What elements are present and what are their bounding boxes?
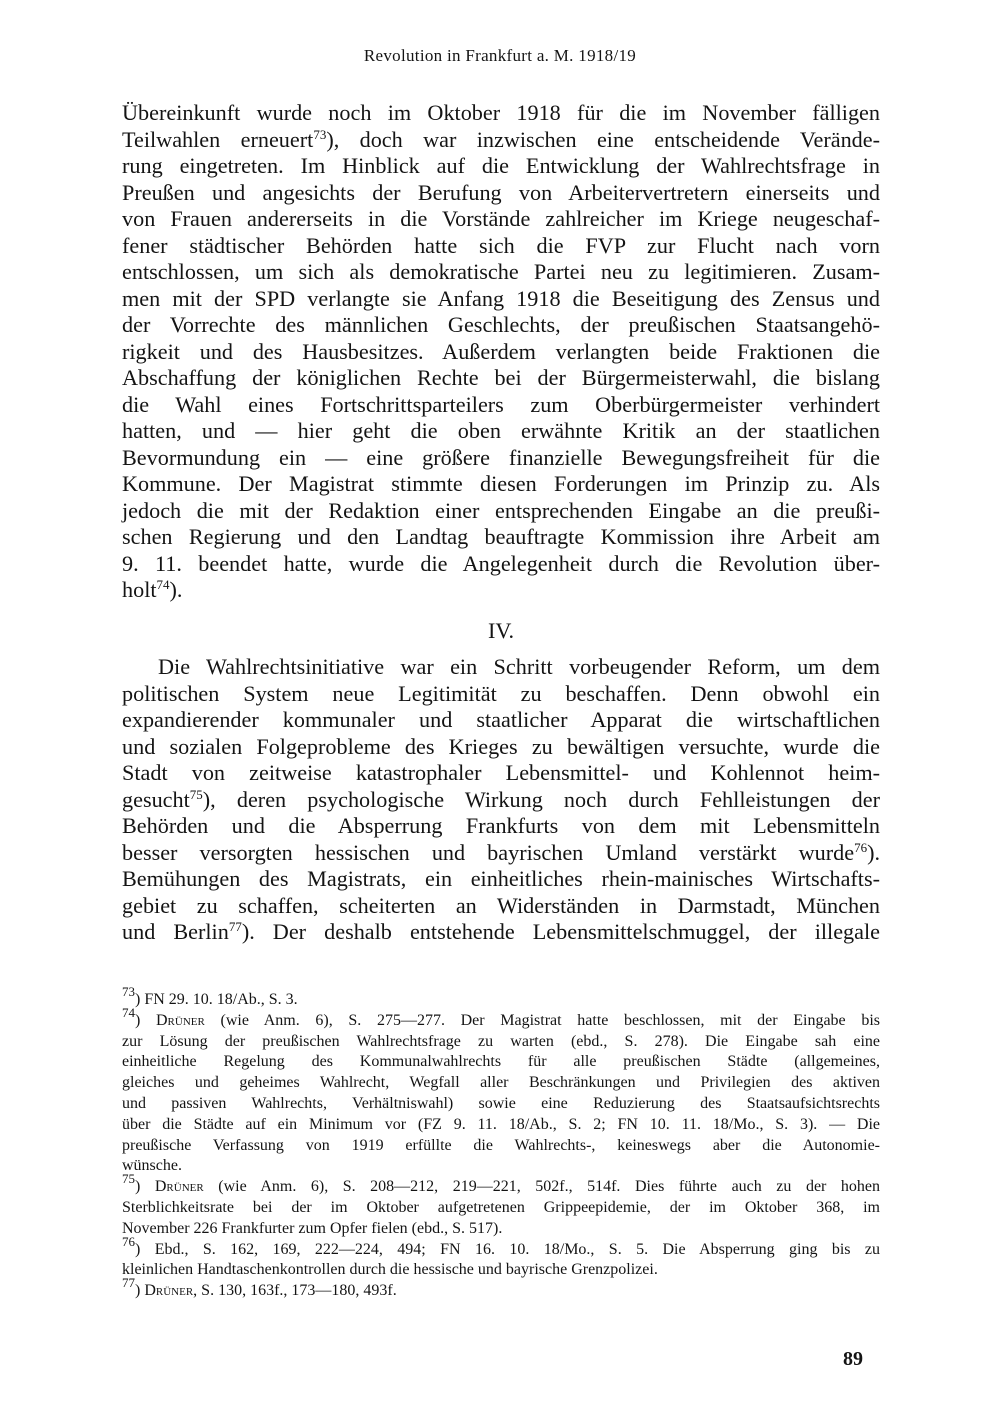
text-line: Preußen und angesichts der Berufung von Arbeitervertretern einerseits und (122, 179, 880, 205)
footnote-76: $^{76}$) Ebd., S. 162, 169, 222—224, 494; FN 16. 10. 18/Mo., S. 5. Die Absperrung ging bis zu (122, 1233, 880, 1258)
section-heading: IV. (487, 617, 515, 643)
text-line: schen Regierung und den Landtag beauftragte Kommission ihre Arbeit am (122, 524, 880, 549)
footnote-line: gleiches und geheimes Wahlrecht, Wegfall aller Beschränkungen und Privilegien des aktiven (122, 1074, 880, 1092)
footnote-77: $^{77}$) Drüner, S. 130, 163f., 173—180, 493f. (122, 1275, 397, 1300)
text-line: gebiet zu schaffen, scheiterten an Widerständen in Darmstadt, München (122, 892, 880, 918)
footnote-line: über die Städte auf ein Minimum vor (FZ 9. 11. 18/Ab., S. 2; FN 10. 11. 18/Mo., S. 3). — Die (122, 1115, 880, 1133)
footnotes (122, 984, 881, 1302)
text-line: rigkeit und des Hausbesitzes. Außerdem verlangten beide Fraktionen die (122, 338, 880, 364)
text-line: holt$^{74}$). (122, 577, 183, 602)
text-line: die Wahl eines Fortschrittsparteilers zum Oberbürgermeister verhindert (122, 391, 880, 417)
text-line: Kommune. Der Magistrat stimmte diesen Forderungen im Prinzip zu. Als (122, 471, 880, 496)
text-line: Bevormundung ein — eine größere finanzielle Bewegungsfreiheit für die (122, 444, 880, 470)
footnote-line: wünsche. (122, 1157, 182, 1175)
footnote-line: und passiven Wahlrechts, Verhältniswahl) sowie eine Reduzierung des Staatsaufsichtsrechts (122, 1094, 880, 1112)
body-text (122, 100, 880, 946)
footnote-ref-73[interactable]: 73 (313, 126, 327, 142)
text-line: der Vorrechte des männlichen Geschlechts, der preußischen Staatsangehö- (122, 312, 880, 337)
paragraph-1 (122, 100, 880, 604)
text-line: Bemühungen des Magistrats, ein einheitliches rhein-mainisches Wirtschafts- (122, 866, 880, 891)
text-line: besser versorgten hessischen und bayrischen Umland verstärkt wurde$^{76}$). (122, 839, 880, 865)
page-number: 89 (843, 1348, 863, 1370)
footnote-ref-76[interactable]: 76 (854, 839, 868, 855)
footnote-73: $^{73}$) FN 29. 10. 18/Ab., S. 3. (122, 984, 298, 1008)
text-line: und sozialen Folgeprobleme des Krieges zu bewältigen versuchte, wurde die (122, 733, 880, 759)
text-line: hatten, und — hier geht die oben erwähnte Kritik an der staatlichen (122, 418, 880, 443)
text-line: Behörden und die Absperrung Frankfurts von dem mit Lebensmitteln (122, 813, 880, 838)
text-line: Die Wahlrechtsinitiative war ein Schritt vorbeugender Reform, um dem (158, 654, 880, 679)
footnote-line: zur Lösung der preußischen Wahlrechtsfrage zu warten (ebd., S. 278). Die Eingabe sah eine (122, 1032, 880, 1050)
text-line: Übereinkunft wurde noch im Oktober 1918 für die im November fälligen (122, 100, 880, 125)
paragraph-2 (122, 654, 880, 946)
text-line: entschlossen, um sich als demokratische Partei neu zu legitimieren. Zusam- (122, 259, 880, 284)
text-line: und Berlin$^{77}$). Der deshalb entstehende Lebensmittelschmuggel, der illegale (122, 919, 880, 944)
text-line: Stadt von zeitweise katastrophaler Lebensmittel- und Kohlennot heim- (122, 760, 880, 785)
text-line: jedoch die mit der Redaktion einer entsprechenden Eingabe an die preußi- (122, 497, 880, 523)
text-line: 9. 11. beendet hatte, wurde die Angelegenheit durch die Revolution über- (122, 550, 880, 576)
text-line: Abschaffung der königlichen Rechte bei der Bürgermeisterwahl, die bislang (122, 365, 880, 390)
text-line: men mit der SPD verlangte sie Anfang 1918 die Beseitigung des Zensus und (122, 285, 880, 311)
footnote-line: November 226 Frankfurter zum Opfer fielen (ebd., S. 517). (122, 1219, 503, 1237)
text-line: von Frauen andererseits in die Vorstände zahlreicher im Kriege neugeschaf- (122, 206, 880, 231)
footnote-75: $^{75}$) Drüner (wie Anm. 6), S. 208—212, 219—221, 502f., 514f. Dies führte auch zu der hohen (122, 1171, 881, 1196)
text-line: expandierender kommunaler und staatlicher Apparat die wirtschaftlichen (122, 707, 880, 732)
footnote-line: Sterblichkeitsrate bei der im Oktober aufgetretenen Grippeepidemie, der im Oktober 368, im (122, 1198, 880, 1216)
text-line: politischen System neue Legitimität zu beschaffen. Denn obwohl ein (122, 680, 880, 706)
footnote-line: einheitliche Regelung des Kommunalwahlrechts für alle preußischen Städte (allgemeines, (122, 1053, 880, 1071)
running-header: Revolution in Frankfurt a. M. 1918/19 (363, 46, 637, 65)
text-line: rung eingetreten. Im Hinblick auf die Entwicklung der Wahlrechtsfrage in (122, 153, 880, 178)
text-line: Teilwahlen erneuert$^{73}$), doch war inzwischen eine entscheidende Verände- (122, 126, 880, 152)
footnote-line: preußische Verfassung von 1919 erfüllte die Wahlrechts-, keineswegs aber die Autonomie- (122, 1136, 880, 1154)
footnote-ref-77[interactable]: 77 (228, 919, 242, 934)
footnote-line: kleinlichen Handtaschenkontrollen durch die hessische und bayrische Grenzpolizei. (122, 1261, 658, 1279)
text-line: fener städtischer Behörden hatte sich die FVP zur Flucht nach vorn (122, 232, 880, 258)
text-line: gesucht$^{75}$), deren psychologische Wirkung noch durch Fehlleistungen der (122, 786, 880, 812)
footnote-ref-74[interactable]: 74 (156, 577, 170, 592)
footnote-74: $^{74}$) Drüner (wie Anm. 6), S. 275—277. Der Magistrat hatte beschlossen, mit der Eingabe bis (122, 1004, 880, 1029)
footnote-ref-75[interactable]: 75 (189, 786, 203, 802)
